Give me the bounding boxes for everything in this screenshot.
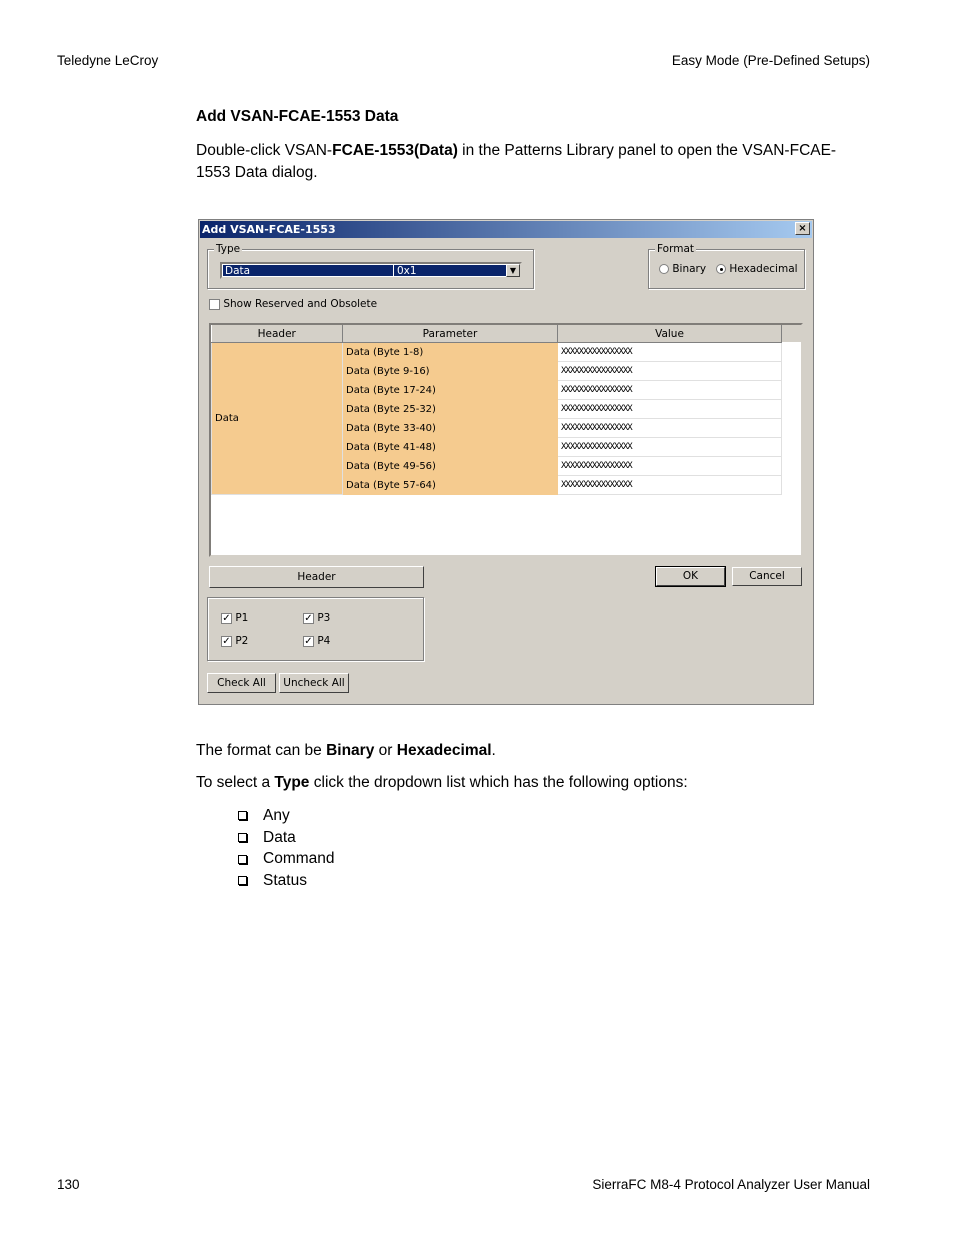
section-title: Add VSAN-FCAE-1553 Data bbox=[196, 108, 399, 125]
list-item: Status bbox=[238, 870, 335, 892]
format-group-label: Format bbox=[657, 243, 695, 255]
check-all-button[interactable]: Check All bbox=[207, 673, 276, 693]
p3-label: P3 bbox=[317, 612, 331, 624]
port-p3-option[interactable] bbox=[303, 612, 330, 624]
fields-grid bbox=[209, 323, 803, 557]
header-cell: Data bbox=[212, 343, 343, 495]
type-hex-value: 0x1 bbox=[393, 265, 417, 277]
p1-label: P1 bbox=[235, 612, 249, 624]
p2-checkbox[interactable]: ✓ bbox=[222, 635, 231, 647]
parameter-cell: Data (Byte 49-56) bbox=[343, 457, 558, 476]
list-item: Command bbox=[238, 848, 335, 870]
table-row bbox=[212, 343, 782, 362]
p4-label: P4 bbox=[317, 635, 331, 647]
page-number: 130 bbox=[57, 1177, 80, 1192]
format-groupbox bbox=[648, 243, 805, 289]
value-cell[interactable]: XXXXXXXXXXXXXXXX bbox=[558, 438, 782, 457]
running-header-company: Teledyne LeCroy bbox=[57, 53, 159, 68]
port-p1-option[interactable] bbox=[221, 612, 248, 624]
add-vsan-dialog bbox=[198, 219, 814, 705]
parameter-cell: Data (Byte 33-40) bbox=[343, 419, 558, 438]
checkbox-bullet-icon bbox=[238, 833, 247, 842]
value-cell[interactable]: XXXXXXXXXXXXXXXX bbox=[558, 400, 782, 419]
cancel-button[interactable]: Cancel bbox=[732, 567, 802, 586]
hexadecimal-radio[interactable] bbox=[716, 264, 726, 274]
value-cell[interactable]: XXXXXXXXXXXXXXXX bbox=[558, 419, 782, 438]
show-reserved-label: Show Reserved and Obsolete bbox=[223, 298, 378, 310]
p2-label: P2 bbox=[235, 635, 249, 647]
p4-checkbox[interactable]: ✓ bbox=[304, 635, 313, 647]
uncheck-all-button[interactable]: Uncheck All bbox=[279, 673, 349, 693]
parameter-cell: Data (Byte 17-24) bbox=[343, 381, 558, 400]
column-header-value[interactable]: Value bbox=[558, 325, 782, 343]
manual-title: SierraFC M8-4 Protocol Analyzer User Manual bbox=[592, 1177, 870, 1192]
header-button[interactable]: Header bbox=[209, 566, 424, 588]
type-groupbox bbox=[207, 243, 534, 289]
port-p2-option[interactable] bbox=[221, 635, 248, 647]
p1-checkbox[interactable]: ✓ bbox=[222, 612, 231, 624]
value-cell[interactable]: XXXXXXXXXXXXXXXX bbox=[558, 457, 782, 476]
type-dropdown-selected bbox=[223, 265, 509, 276]
type-paragraph: To select a Type click the dropdown list which has the following options: bbox=[196, 774, 688, 791]
show-reserved-option[interactable] bbox=[209, 298, 377, 310]
type-group-label: Type bbox=[216, 243, 241, 255]
close-icon: × bbox=[798, 223, 807, 234]
checkbox-bullet-icon bbox=[238, 876, 247, 885]
checkbox-bullet-icon bbox=[238, 811, 247, 820]
dialog-titlebar bbox=[200, 221, 812, 238]
dialog-title: Add VSAN-FCAE-1553 bbox=[202, 223, 336, 236]
running-header-section: Easy Mode (Pre-Defined Setups) bbox=[671, 53, 870, 68]
close-button[interactable] bbox=[795, 222, 810, 235]
type-options-list bbox=[238, 805, 335, 892]
binary-label: Binary bbox=[672, 263, 707, 275]
ports-groupbox bbox=[207, 597, 424, 661]
show-reserved-checkbox[interactable] bbox=[209, 299, 220, 310]
format-hex-option[interactable] bbox=[716, 263, 798, 275]
checkbox-bullet-icon bbox=[238, 855, 247, 864]
intro-paragraph: Double-click VSAN-FCAE-1553(Data) in the Patterns Library panel to open the VSAN-FCAE-1553 Data dialog. bbox=[196, 142, 837, 181]
grid-corner bbox=[781, 325, 803, 342]
ok-button[interactable]: OK bbox=[656, 567, 725, 586]
column-header-parameter[interactable]: Parameter bbox=[343, 325, 558, 343]
parameter-cell: Data (Byte 9-16) bbox=[343, 362, 558, 381]
format-binary-option[interactable] bbox=[659, 263, 706, 275]
value-cell[interactable]: XXXXXXXXXXXXXXXX bbox=[558, 381, 782, 400]
list-item: Data bbox=[238, 827, 335, 849]
value-cell[interactable]: XXXXXXXXXXXXXXXX bbox=[558, 343, 782, 362]
column-header-header[interactable]: Header bbox=[212, 325, 343, 343]
binary-radio[interactable] bbox=[659, 264, 669, 274]
p3-checkbox[interactable]: ✓ bbox=[304, 612, 313, 624]
value-cell[interactable]: XXXXXXXXXXXXXXXX bbox=[558, 476, 782, 495]
list-item: Any bbox=[238, 805, 335, 827]
type-dropdown[interactable] bbox=[220, 262, 522, 279]
parameter-cell: Data (Byte 57-64) bbox=[343, 476, 558, 495]
value-cell[interactable]: XXXXXXXXXXXXXXXX bbox=[558, 362, 782, 381]
parameter-cell: Data (Byte 1-8) bbox=[343, 343, 558, 362]
format-paragraph: The format can be Binary or Hexadecimal. bbox=[196, 742, 496, 759]
type-value: Data bbox=[225, 265, 251, 277]
chevron-down-icon[interactable]: ▼ bbox=[506, 264, 520, 277]
port-p4-option[interactable] bbox=[303, 635, 330, 647]
hexadecimal-label: Hexadecimal bbox=[729, 263, 798, 275]
parameter-cell: Data (Byte 41-48) bbox=[343, 438, 558, 457]
parameter-cell: Data (Byte 25-32) bbox=[343, 400, 558, 419]
